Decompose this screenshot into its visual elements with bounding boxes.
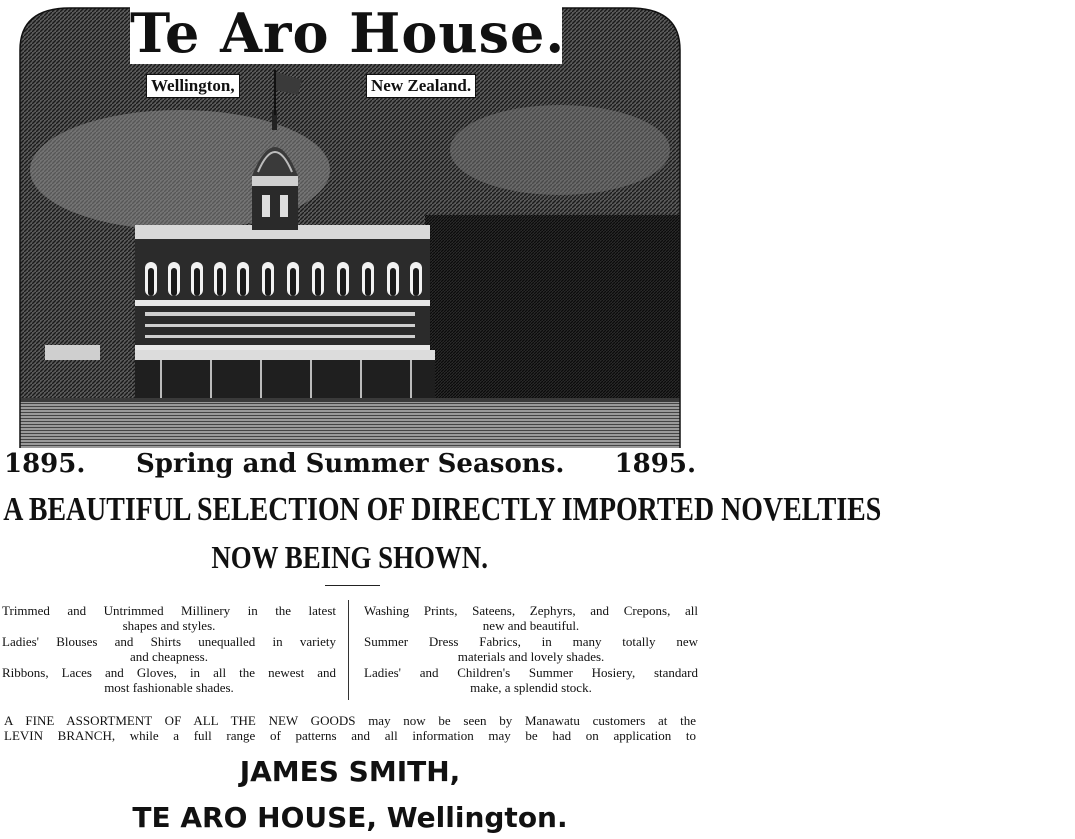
year-left: 1895. — [4, 449, 86, 479]
items-column-left — [2, 604, 336, 697]
item-line: Ladies' and Children's Summer Hosiery, standard — [364, 665, 698, 680]
item-line: shapes and styles. — [122, 617, 216, 633]
section-rule — [325, 585, 380, 586]
location-city-plate: Wellington, — [146, 74, 240, 98]
item-line: Trimmed and Untrimmed Millinery in the latest — [2, 603, 336, 618]
list-item — [364, 666, 698, 695]
list-item — [2, 604, 336, 633]
list-item — [364, 635, 698, 664]
items-column-right — [364, 604, 698, 697]
item-line: new and beautiful. — [482, 617, 580, 633]
notice-line: LEVIN BRANCH, while a full range of patterns and all information may be had on application to — [4, 728, 696, 743]
headline — [0, 488, 882, 532]
item-line: Ribbons, Laces and Gloves, in all the newest and — [2, 665, 336, 680]
year-right: 1895. — [614, 449, 696, 479]
column-divider — [348, 600, 349, 700]
item-line: make, a splendid stock. — [470, 679, 592, 695]
list-item — [364, 604, 698, 633]
location-country-plate: New Zealand. — [366, 74, 476, 98]
item-line: Ladies' Blouses and Shirts unequalled in variety — [2, 634, 336, 649]
item-line: Washing Prints, Sateens, Zephyrs, and Crepons, all — [364, 603, 698, 618]
list-item — [2, 666, 336, 695]
list-item — [2, 635, 336, 664]
seasons-title: Spring and Summer Seasons. — [136, 449, 565, 479]
subhead — [0, 536, 700, 578]
item-line: and cheapness. — [130, 648, 208, 664]
building-illustration — [0, 0, 700, 448]
season-banner — [0, 446, 700, 482]
proprietor-name: JAMES SMITH, — [239, 755, 461, 788]
store-engraving — [0, 0, 700, 448]
notice-line: A FINE ASSORTMENT OF ALL THE NEW GOODS may now be seen by Manawatu customers at the — [4, 713, 696, 728]
item-line: most fashionable shades. — [104, 679, 234, 695]
item-line: Summer Dress Fabrics, in many totally new — [364, 634, 698, 649]
store-name-title: Te Aro House. — [130, 1, 566, 65]
headline-text: A BEAUTIFUL SELECTION OF DIRECTLY IMPORTED NOVELTIES — [3, 491, 882, 528]
subhead-text: NOW BEING SHOWN. — [211, 539, 489, 575]
branch-notice — [4, 713, 696, 743]
item-line: materials and lovely shades. — [457, 648, 605, 664]
store-address: TE ARO HOUSE, Wellington. — [132, 801, 568, 834]
